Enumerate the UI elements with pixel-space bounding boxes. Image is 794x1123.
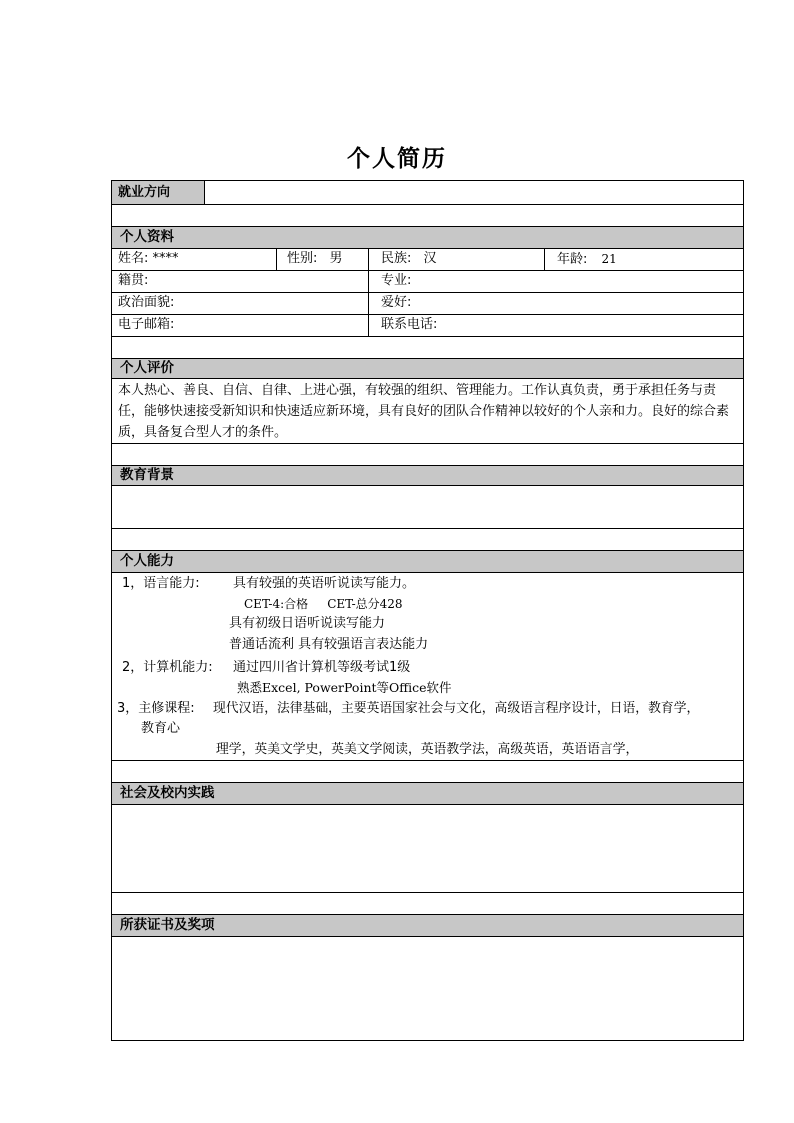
courses-line-3: 理学，英美文学史，英美文学阅读，英语教学法，高级英语，英语语言学， (216, 742, 639, 757)
language-line-2: CET-4:合格 CET-总分428 (244, 597, 403, 611)
practice-content (112, 805, 743, 893)
spacer-row (112, 893, 743, 915)
job-direction-row (112, 181, 743, 205)
courses-label: 3，主修课程: (117, 701, 195, 716)
education-content (112, 486, 743, 529)
gender-cell (276, 249, 368, 270)
spacer-row (112, 205, 743, 227)
courses-line-2: 教育心 (141, 721, 181, 736)
computer-line-1: 通过四川省计算机等级考试1级 (233, 660, 411, 675)
personal-row-4 (112, 315, 743, 337)
spacer-row (112, 529, 743, 551)
personal-row-3 (112, 293, 743, 315)
language-ability-label: 1，语言能力: (122, 576, 200, 591)
page-title: 个人简历 (347, 145, 447, 172)
phone-field: 联系电话: (368, 315, 743, 336)
political-status-field: 政治面貌: (118, 295, 175, 310)
personal-row-1 (112, 249, 743, 271)
spacer-row (112, 337, 743, 359)
native-place-field: 籍贯: (118, 273, 149, 288)
awards-content (112, 937, 743, 1040)
hobbies-field: 爱好: (368, 293, 743, 314)
job-direction-value[interactable] (205, 181, 743, 204)
self-evaluation-text: 本人热心、善良、自信、自律、上进心强，有较强的组织、管理能力。工作认真负责，勇于承担任务与责任，能够快速接受新知识和快速适应新环境，具有良好的团队合作精神以较好的个人亲和力。良好的综合素质，具备复合型人才的条件。 (112, 379, 743, 444)
spacer-row (112, 444, 743, 466)
ethnicity-value: 汉 (423, 251, 437, 266)
spacer-row (112, 761, 743, 783)
computer-ability-label: 2，计算机能力: (122, 660, 213, 675)
major-field: 专业: (368, 271, 743, 292)
age-value: 21 (601, 252, 617, 266)
ethnicity-cell (368, 249, 544, 270)
self-evaluation-heading: 个人评价 (112, 359, 743, 379)
language-line-1: 具有较强的英语听说读写能力。 (233, 576, 416, 591)
awards-heading: 所获证书及奖项 (112, 915, 743, 937)
abilities-content (112, 573, 743, 761)
gender-label: 性别: (287, 251, 318, 266)
language-line-4: 普通话流利 具有较强语言表达能力 (229, 637, 429, 652)
courses-line-1: 现代汉语，法律基础，主要英语国家社会与文化，高级语言程序设计，日语，教育学， (213, 701, 700, 716)
language-line-3: 具有初级日语听说读写能力 (229, 616, 386, 631)
gender-value: 男 (329, 251, 343, 266)
personal-info-heading: 个人资料 (112, 227, 743, 249)
email-field: 电子邮箱: (118, 317, 175, 332)
resume-table (111, 180, 744, 1041)
age-cell (544, 249, 743, 270)
ethnicity-label: 民族: (381, 251, 412, 266)
age-label: 年龄: (557, 252, 588, 267)
abilities-heading: 个人能力 (112, 551, 743, 573)
computer-line-2: 熟悉Excel, PowerPoint等Office软件 (237, 680, 452, 695)
personal-row-2 (112, 271, 743, 293)
job-direction-label: 就业方向 (112, 181, 205, 204)
practice-heading: 社会及校内实践 (112, 783, 743, 805)
name-field: 姓名: **** (118, 251, 179, 266)
education-heading: 教育背景 (112, 466, 743, 486)
